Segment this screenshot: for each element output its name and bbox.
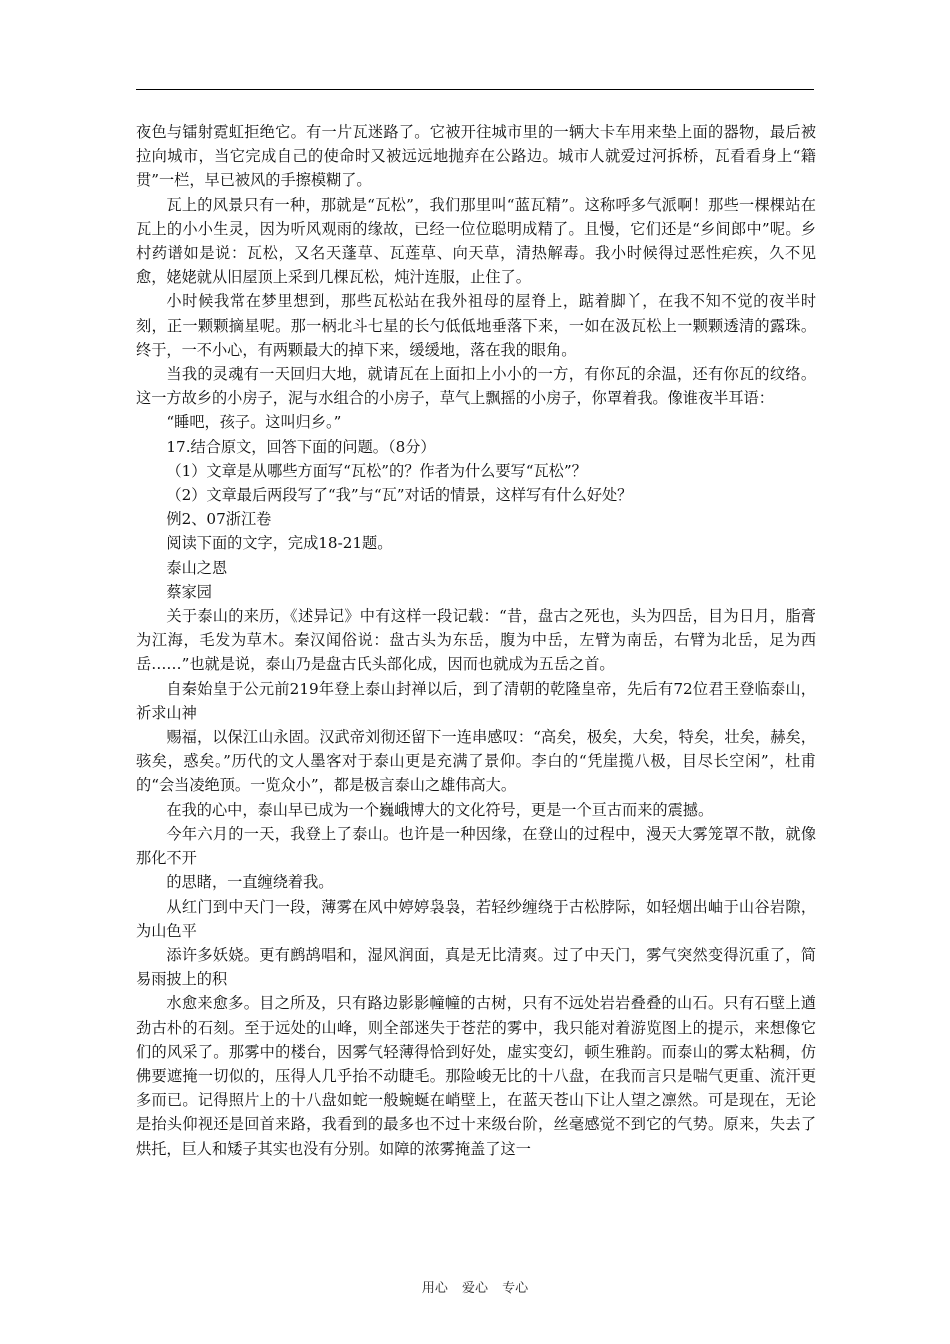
- document-body: [136, 120, 816, 1161]
- header-rule: [136, 89, 814, 90]
- page-footer: 用心 爱心 专心: [421, 1281, 529, 1296]
- paragraph: 例2、07浙江卷: [166, 510, 272, 529]
- paragraph: 今年六月的一天，我登上了泰山。也许是一种因缘，在登山的过程中，漫天大雾笼罩不散，就像那化不开: [136, 824, 816, 868]
- paragraph: 在我的心中，泰山早已成为一个巍峨博大的文化符号，更是一个亘古而来的震撼。: [166, 800, 714, 819]
- paragraph: 瓦上的风景只有一种，那就是“瓦松”，我们那里叫“蓝瓦精”。这称呼多气派啊！那些一棵棵站在瓦上的小小生灵，因为听风观雨的缘故，已经一位位聪明成精了。且慢，它们还是“乡间郎中”呢。乡村药谱如是说：瓦松，又名天蓬草、瓦莲草、向天草，清热解毒。我小时候得过恶性疟疾，久不见愈，姥姥就从旧屋顶上采到几棵瓦松，炖汁连服，止住了。: [136, 195, 816, 287]
- paragraph: 赐福，以保江山永固。汉武帝刘彻还留下一连串感叹：“高矣，极矣，大矣，特矣，壮矣，赫矣，骇矣，惑矣。”历代的文人墨客对于泰山更是充满了景仰。李白的“凭崖揽八极，目尽长空闲”，杜甫的“会当凌绝顶。一览众小”，都是极言泰山之雄伟高大。: [136, 728, 816, 795]
- paragraph: 自秦始皇于公元前219年登上泰山封禅以后，到了清朝的乾隆皇帝，先后有72位君王登临泰山，祈求山神: [136, 679, 816, 722]
- paragraph: 添许多妖娆。更有鹧鸪唱和，湿风润面，真是无比清爽。过了中天门，雾气突然变得沉重了，简易雨披上的积: [136, 945, 816, 989]
- paragraph: 17.结合原文，回答下面的问题。（8分）: [166, 437, 436, 456]
- paragraph: 从红门到中天门一段，薄雾在风中婷婷袅袅，若轻纱缠绕于古松脖际，如轻烟出岫于山谷岩隙，为山色平: [136, 897, 816, 940]
- paragraph: 当我的灵魂有一天回归大地，就请瓦在上面扣上小小的一方，有你瓦的余温，还有你瓦的纹络。这一方故乡的小房子，泥与水组合的小房子，草气上飘摇的小房子，你罩着我。像谁夜半耳语：: [136, 365, 816, 408]
- paragraph: “睡吧，孩子。这叫归乡。”: [166, 413, 342, 432]
- paragraph: 夜色与镭射霓虹拒绝它。有一片瓦迷路了。它被开往城市里的一辆大卡车用来垫上面的器物，最后被拉向城市，当它完成自己的使命时又被远远地抛弃在公路边。城市人就爱过河拆桥，瓦看看身上“籍贯”一栏，早已被风的手擦模糊了。: [136, 123, 816, 190]
- paragraph: 水愈来愈多。目之所及，只有路边影影幢幢的古树，只有不远处岩岩叠叠的山石。只有石壁上遒劲古朴的石刻。至于远处的山峰，则全部迷失于苍茫的雾中，我只能对着游览图上的提示，来想像它们的风采了。那雾中的楼台，因雾气轻薄得恰到好处，虚实变幻，顿生雅韵。而泰山的雾太粘稠，仿佛要遮掩一切似的，压得人几乎抬不动睫毛。那险峻无比的十八盘，在我而言只是喘气更重、流汗更多而已。记得照片上的十八盘如蛇一般蜿蜒在峭壁上，在蓝天苍山下让人望之凛然。可是现在，无论是抬头仰视还是回首来路，我看到的最多也不过十来级台阶，丝毫感觉不到它的气势。原来，失去了烘托，巨人和矮子其实也没有分别。如障的浓雾掩盖了这一: [136, 994, 816, 1158]
- paragraph: 小时候我常在梦里想到，那些瓦松站在我外祖母的屋脊上，踮着脚丫，在我不知不觉的夜半时刻，正一颗颗摘星呢。那一柄北斗七星的长勺低低地垂落下来，一如在汲瓦松上一颗颗透清的露珠。终于，一不小心，有两颗最大的掉下来，缓缓地，落在我的眼角。: [136, 292, 816, 359]
- paragraph: 泰山之恩: [166, 558, 228, 577]
- paragraph: 的思睹，一直缠绕着我。: [166, 873, 334, 892]
- paragraph: 阅读下面的文字，完成18-21题。: [166, 534, 393, 553]
- paragraph: （2）文章最后两段写了“我”与“瓦”对话的情景，这样写有什么好处？: [166, 486, 633, 505]
- paragraph: （1）文章是从哪些方面写“瓦松”的？作者为什么要写“瓦松”？: [166, 461, 587, 480]
- paragraph: 关于泰山的来历，《述异记》中有这样一段记载：“昔，盘古之死也，头为四岳，目为日月，脂膏为江海，毛发为草木。秦汉闻俗说：盘古头为东岳，腹为中岳，左臂为南岳，右臂为北岳，足为西岳……”也就是说，泰山乃是盘古氏头部化成，因而也就成为五岳之首。: [136, 607, 816, 674]
- paragraph: 蔡家园: [166, 582, 212, 601]
